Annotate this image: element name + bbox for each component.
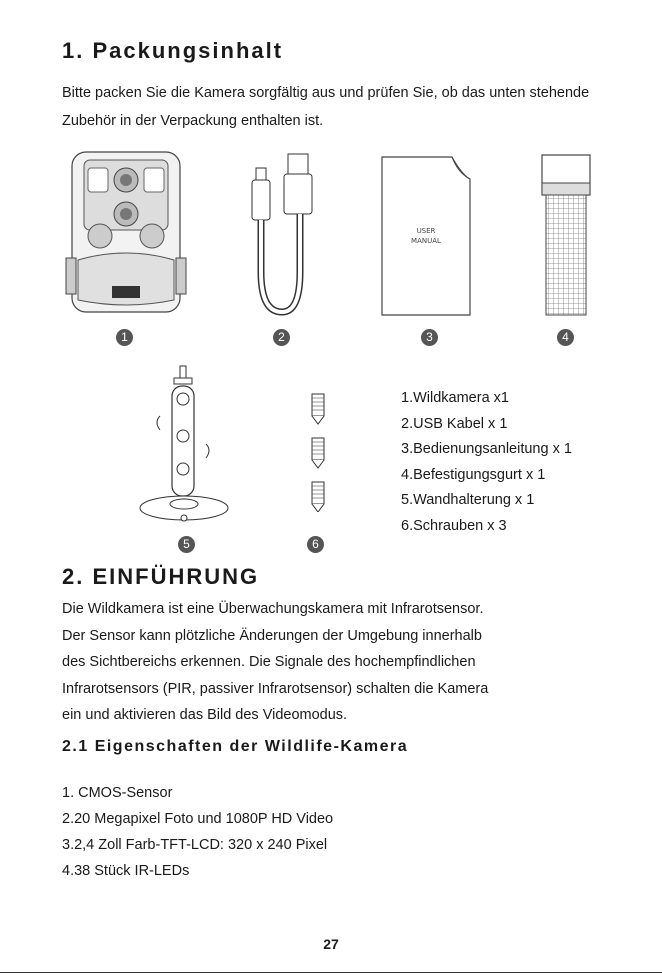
subsection-title: 2.1 Eigenschaften der Wildlife-Kamera xyxy=(62,738,409,755)
page-number: 27 xyxy=(323,936,339,952)
mounting-strap-icon xyxy=(538,153,594,318)
item-number-4: 4 xyxy=(557,329,574,346)
usb-cable-icon xyxy=(242,152,320,317)
user-manual-icon xyxy=(380,155,472,317)
legend-item: 6.Schrauben x 3 xyxy=(401,517,507,534)
item-number-2: 2 xyxy=(273,329,290,346)
wall-mount-icon xyxy=(138,364,238,526)
paragraph-line: ein und aktivieren das Bild des Videomodus. xyxy=(62,707,348,723)
paragraph-line: Infrarotsensors (PIR, passiver Infrarotsensor) schalten die Kamera xyxy=(62,680,489,697)
bottom-divider xyxy=(0,972,662,973)
feature-item: 4.38 Stück IR-LEDs xyxy=(62,863,190,879)
manual-label-line2: MANUAL xyxy=(411,237,441,245)
paragraph-line: Die Wildkamera ist eine Überwachungskamera mit Infrarotsensor. xyxy=(62,601,484,617)
intro-paragraph: Bitte packen Sie die Kamera sorgfältig aus und prüfen Sie, ob das unten stehende Zubehör in der Verpackung enthalten ist. xyxy=(62,85,590,129)
section-title-einfuehrung: 2. EINFÜHRUNG xyxy=(62,564,260,589)
section-title-packungsinhalt: 1. Packungsinhalt xyxy=(62,38,284,63)
item-number-1: 1 xyxy=(116,329,133,346)
legend-item: 1.Wildkamera x1 xyxy=(401,390,509,406)
paragraph-line: Der Sensor kann plötzliche Änderungen der Umgebung innerhalb xyxy=(62,627,482,644)
item-number-3: 3 xyxy=(421,329,438,346)
legend-item: 5.Wandhalterung x 1 xyxy=(401,492,535,508)
contents-legend xyxy=(401,386,572,539)
legend-item: 2.USB Kabel x 1 xyxy=(401,415,508,432)
feature-item: 1. CMOS-Sensor xyxy=(62,785,173,801)
legend-item: 3.Bedienungsanleitung x 1 xyxy=(401,441,572,457)
legend-item: 4.Befestigungsgurt x 1 xyxy=(401,466,546,483)
feature-item: 3.2,4 Zoll Farb-TFT-LCD: 320 x 240 Pixel xyxy=(62,837,328,853)
wildlife-camera-icon xyxy=(64,150,188,320)
introduction-paragraph xyxy=(62,596,622,729)
item-number-5: 5 xyxy=(178,536,195,553)
manual-label-line1: USER xyxy=(416,227,436,235)
feature-item: 2.20 Megapixel Foto und 1080P HD Video xyxy=(62,811,334,827)
paragraph-line: des Sichtbereichs erkennen. Die Signale des hochempfindlichen xyxy=(62,654,476,670)
screws-icon xyxy=(307,392,329,512)
features-list xyxy=(62,780,333,884)
item-number-6: 6 xyxy=(307,536,324,553)
